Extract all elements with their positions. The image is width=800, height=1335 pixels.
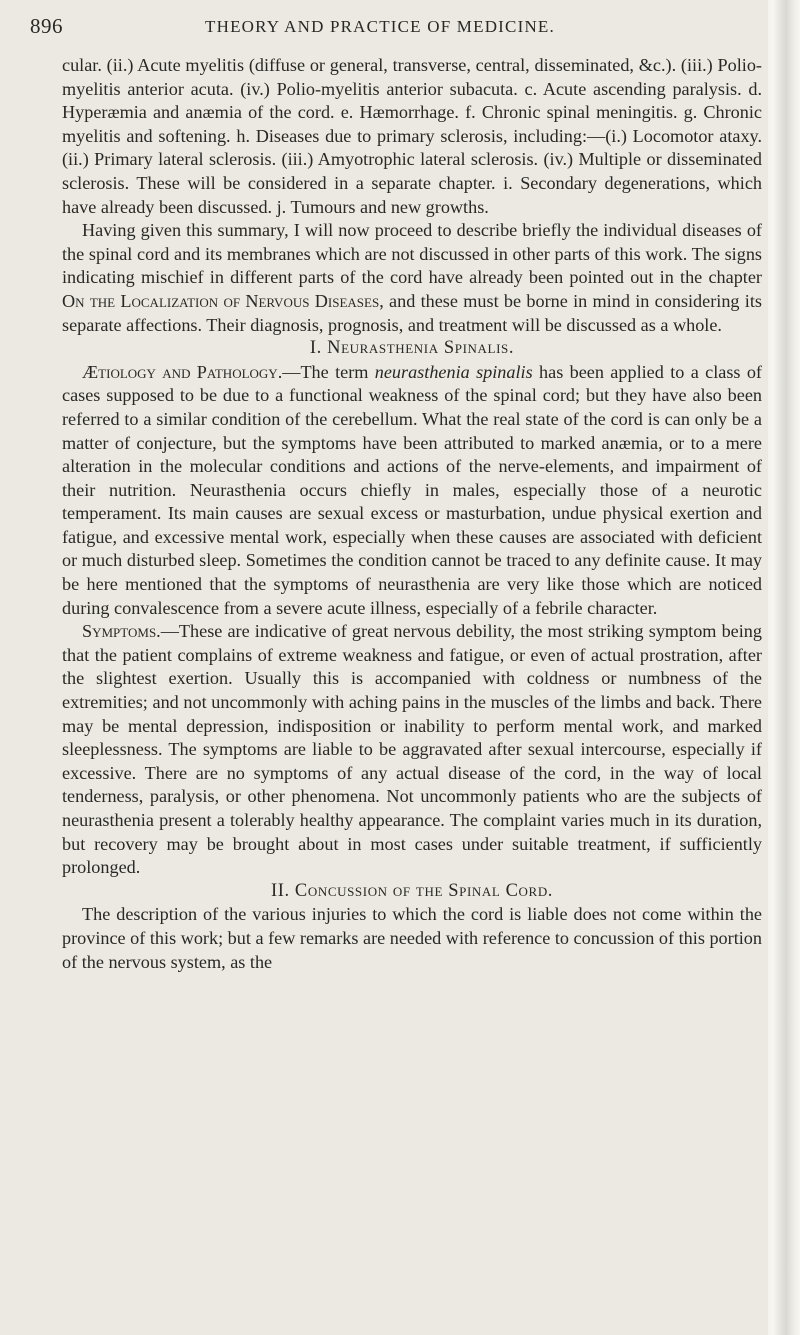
concussion-paragraph: The description of the various injuries to which the cord is liable does not come within the province of this work; but a few remarks are needed with reference to concussion of this portion of the nervous system, as the bbox=[62, 904, 762, 972]
section-heading-concussion: II. Concussion of the Spinal Cord. bbox=[270, 880, 554, 901]
intro-text-before: Having given this summary, I will now proceed to describe briefly the individual diseases of the spinal cord and its membranes which are not discussed in other parts of this work. The signs indicating mischief in different parts of the cord have already been pointed out in the chapter bbox=[62, 220, 762, 288]
continuation-paragraph: cular. (ii.) Acute myelitis (diffuse or general, transverse, central, disseminated, &c.). (iii.) Polio-myelitis anterior acuta. (iv.) Polio-myelitis anterior subacuta. c. Acute ascending paralysis. d. Hyperæmia and anæmia of the cord. e. Hæmorrhage. f. Chronic spinal meningitis. g. Chronic myelitis and softening. h. Diseases due to primary sclerosis, including:—(i.) Locomotor ataxy. (ii.) Primary lateral sclerosis. (iii.) Amyotrophic lateral sclerosis. (iv.) Multiple or disseminated sclerosis. These will be considered in a separate chapter. i. Secondary degenerations, which have already been discussed. j. Tumours and new growths. bbox=[62, 55, 762, 217]
symptoms-text: —These are indicative of great nervous debility, the most striking symptom being that the patient complains of extreme weakness and fatigue, or even of actual prostration, after the slightest exertion. Usually this is accompanied with coldness or numbness of the extremities; and not uncommonly with aching pains in the muscles of the limbs and back. There may be mental depression, indisposition or inability to perform mental work, and marked sleeplessness. The symptoms are liable to be aggravated after sexual intercourse, especially if excessive. There are no symptoms of any actual disease of the cord, in the way of local tenderness, paralysis, or other phenomena. Not uncommonly patients who are the subjects of neurasthenia present a tolerably healthy appearance. The complaint varies much in its duration, but recovery may be brought about in most cases under suitable treatment, if sufficiently prolonged. bbox=[62, 621, 762, 878]
symptoms-lead: Symptoms. bbox=[82, 621, 161, 642]
intro-text-after: , and these must be borne in mind in considering its separate affections. Their diagnosis, prognosis, and treatment will be discussed as a whole. bbox=[62, 290, 762, 335]
page-edge bbox=[768, 0, 800, 1335]
symptoms-paragraph bbox=[62, 620, 762, 880]
aetiology-paragraph bbox=[62, 361, 762, 621]
page-number: 896 bbox=[30, 14, 63, 38]
aetiology-lead: Ætiology and Pathology. bbox=[82, 361, 283, 382]
chapter-reference: On the Localization of Nervous Diseases bbox=[62, 290, 380, 311]
body-text bbox=[62, 54, 762, 974]
page-header bbox=[0, 14, 768, 42]
aetiology-text-1: —The term bbox=[282, 361, 375, 382]
intro-paragraph bbox=[62, 219, 762, 337]
running-head: THEORY AND PRACTICE OF MEDICINE. bbox=[205, 17, 555, 36]
section-heading-neurasthenia: I. Neurasthenia Spinalis. bbox=[309, 338, 515, 359]
aetiology-text-2: has been applied to a class of cases supposed to be due to a functional weakness of the spinal cord; but they have also been referred to a similar condition of the cerebellum. What the real state of the cord is can only be a matter of conjecture, but the symptoms have been attributed to marked anæmia, or to a mere alteration in the molecular conditions and actions of the nerve-elements, and impairment of their nutrition. Neurasthenia occurs chiefly in males, especially those of a neurotic temperament. Its main causes are sexual excess or masturbation, undue physical exertion and fatigue, and excessive mental work, especially when these causes are associated with deficient or much disturbed sleep. Sometimes the condition cannot be traced to any definite cause. It may be here mentioned that the symptoms of neurasthenia are very like those which are noticed during convalescence from a severe acute illness, especially of a febrile character. bbox=[62, 361, 762, 618]
aetiology-term: neurasthenia spinalis bbox=[374, 361, 533, 382]
